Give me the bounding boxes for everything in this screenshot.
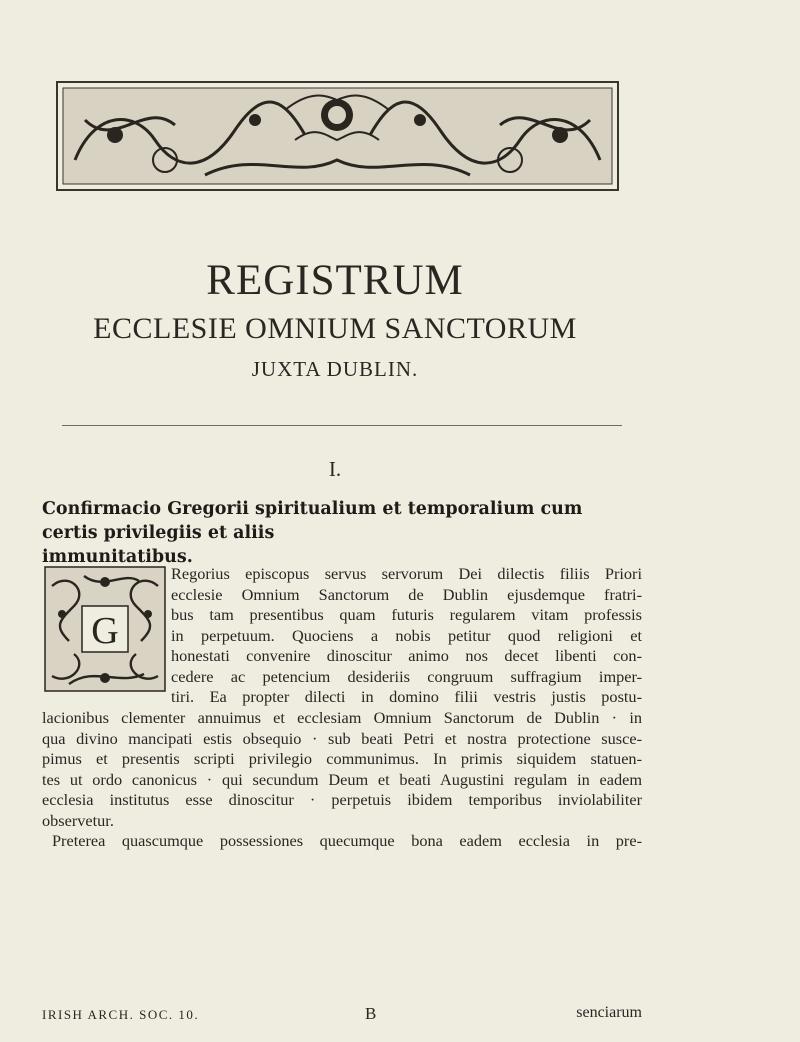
text-line: honestati convenire dinoscitur animo nos decet libenti con-	[171, 646, 642, 665]
text-line: lacionibus clementer annuimus et ecclesiam Omnium Sanctorum de Dublin · in	[42, 708, 642, 727]
paragraph-2-line: Preterea quascumque possessiones quecumque bona eadem ecclesia in pre-	[52, 831, 642, 850]
title-place: JUXTA DUBLIN.	[251, 357, 419, 381]
title-subtitle: ECCLESIE OMNIUM SANCTORUM	[93, 312, 577, 345]
paragraph-1-wrapped	[171, 564, 642, 708]
text-line: tes ut ordo canonicus · qui secundum Deum et beati Augustini regulam in eadem	[42, 769, 642, 789]
text-line: cedere ac petencium desideriis congruum suffragium imper-	[171, 666, 642, 686]
text-line: Regorius episcopus servus servorum Dei dilectis filiis Priori	[171, 564, 642, 583]
text-line: observetur.	[42, 810, 114, 830]
heading-line-2: immunitatibus.	[42, 547, 193, 567]
heading-line-1: Confirmacio Gregorii spiritualium et temporalium cum certis privilegiis et aliis	[42, 499, 583, 543]
text-line: bus tam presentibus quam futuris regularem vitam professis	[171, 605, 642, 624]
title-main: REGISTRUM	[206, 257, 464, 304]
page-footer	[42, 1004, 642, 1026]
text-line: qua divino mancipati estis obsequio · sub beati Petri et nostra protectione susce-	[42, 728, 642, 748]
text-line: in perpetuum. Quociens a nobis petitur quod religioni et	[171, 625, 642, 645]
text-line: ecclesie Omnium Sanctorum de Dublin ejusdemque fratri-	[171, 584, 642, 604]
paragraph-1-full	[42, 708, 642, 852]
section-heading	[42, 497, 642, 569]
section-number: I.	[328, 457, 342, 481]
initial-letter: G	[91, 610, 119, 652]
text-line: pimus et presentis scripti privilegio communimus. In primis siquidem statuen-	[42, 749, 642, 768]
text-line: ecclesia institutus esse dinoscitur · perpetuis ibidem temporibus inviolabiliter	[42, 790, 642, 809]
footer-catchword: senciarum	[576, 1004, 642, 1021]
footer-signature: B	[365, 1004, 377, 1023]
footer-series: IRISH ARCH. SOC. 10.	[42, 1007, 200, 1022]
decorated-initial	[44, 566, 166, 692]
text-line: tiri. Ea propter dilecti in domino filii vestris justis postu-	[171, 687, 642, 706]
headpiece-ornament	[55, 80, 620, 192]
divider-rule	[62, 425, 622, 426]
